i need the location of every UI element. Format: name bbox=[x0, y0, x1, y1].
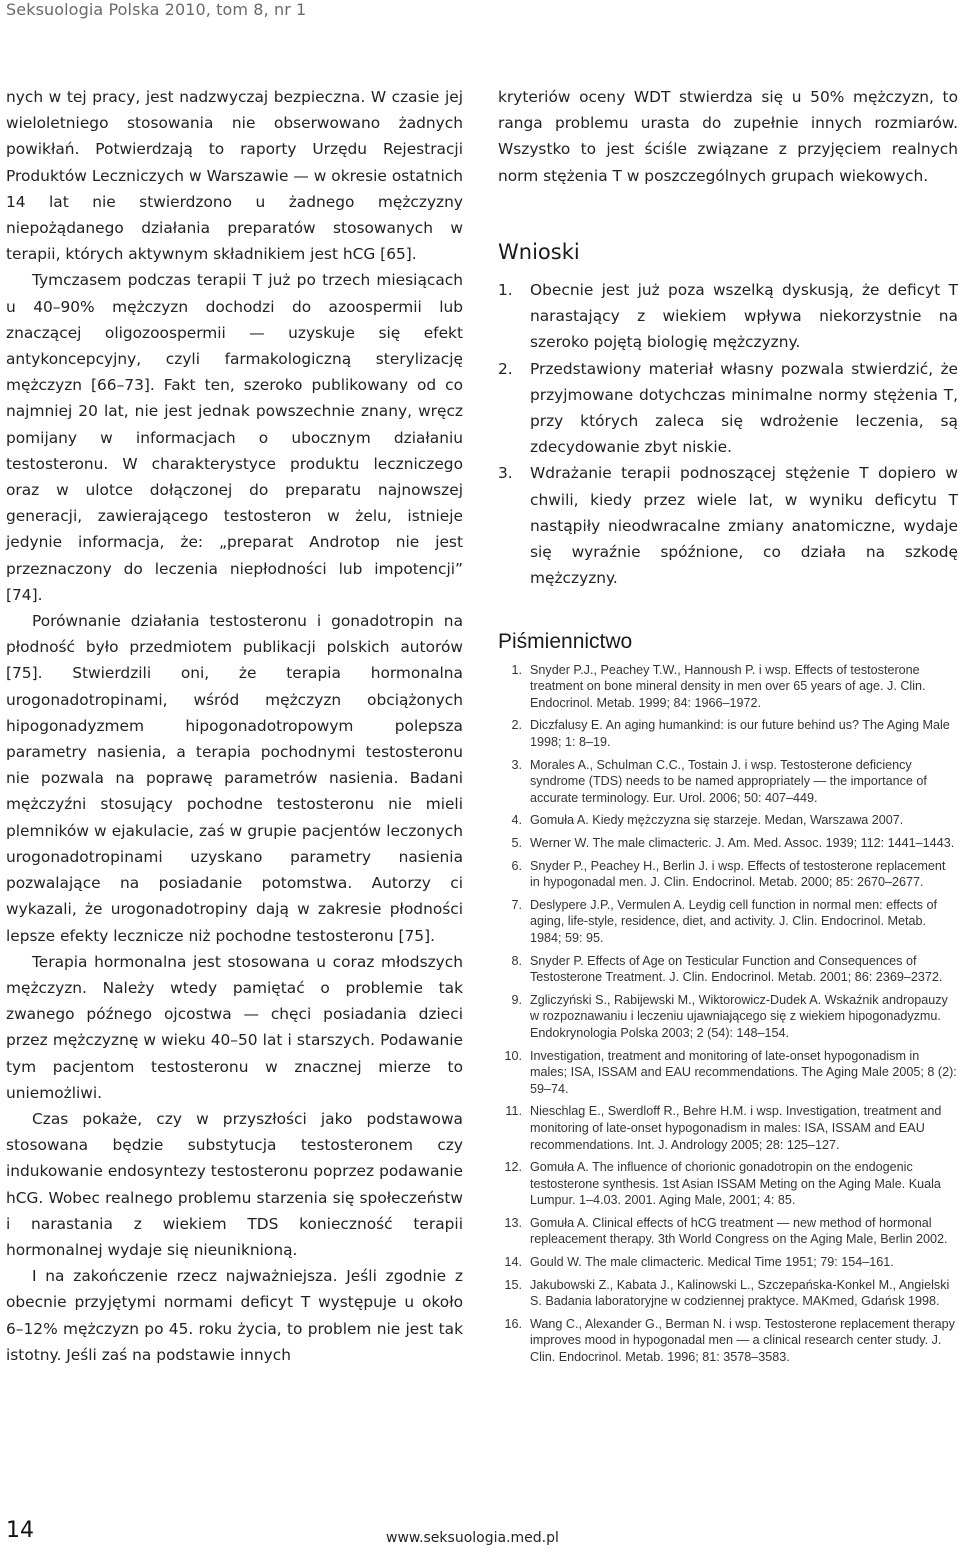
reference-text: Wang C., Alexander G., Berman N. i wsp. Testosterone replacement therapy improves mood in hypogonadal men — a clinical research center study. J. Clin. Endocrinol. Metab. 1996; 81: 3578–3583. bbox=[530, 1316, 955, 1365]
body-paragraph: Terapia hormonalna jest stosowana u coraz młodszych mężczyzn. Należy wtedy pamiętać o problemie tak zwanego późnego ojcostwa — chęci posiadania dzieci przez mężczyznę w wieku 40–50 lat i starszych. Podawanie tym pacjentom testosteronu w znacznej mierze to uniemożliwi. bbox=[6, 952, 463, 1102]
reference-text: Gomuła A. Kiedy mężczyzna się starzeje. Medan, Warszawa 2007. bbox=[530, 813, 904, 828]
reference-item bbox=[498, 812, 958, 829]
reference-number: 8. bbox=[511, 953, 522, 968]
conclusion-text: Obecnie jest już poza wszelką dyskusją, że deficyt T narastający z wiekiem wpływa niekorzystnie na szeroko pojętą biologię mężczyzny. bbox=[530, 281, 958, 352]
conclusion-number: 1. bbox=[498, 281, 513, 300]
reference-item bbox=[498, 858, 958, 891]
reference-text: Snyder P.J., Peachey T.W., Hannoush P. i wsp. Effects of testosterone treatment on bone mineral density in men over 65 years of age. J. Clin. Endocrinol. Metab. 1999; 84: 1966–1972. bbox=[530, 662, 926, 710]
reference-text: Gould W. The male climacteric. Medical Time 1951; 79: 154–161. bbox=[530, 1255, 894, 1270]
conclusion-number: 2. bbox=[498, 359, 513, 378]
reference-text: Jakubowski Z., Kabata J., Kalinowski L., Szczepańska-Konkel M., Angielski S. Badania laboratoryjne w codziennej praktyce. MAKmed, Gdańsk 1998. bbox=[530, 1277, 950, 1309]
reference-text: Gomuła A. The influence of chorionic gonadotropin on the endogenic testosterone synthesis. 1st Asian ISSAM Meting on the Aging Male. Kuala Lumpur. 1–4.03. 2001. Aging Male, 2001; 4: 85. bbox=[530, 1160, 941, 1208]
reference-number: 2. bbox=[511, 718, 522, 733]
conclusion-item bbox=[498, 277, 958, 356]
reference-item bbox=[498, 1215, 958, 1248]
body-paragraph: nych w tej pracy, jest nadzwyczaj bezpieczna. W czasie jej wieloletniego stosowania nie obserwowano żadnych powikłań. Potwierdzają to raporty Urzędu Rejestracji Produktów Leczniczych w Warszawie — w okresie ostatnich 14 lat nie stwierdzono u żadnego mężczyzny niepożądanego działania preparatów stosowanych w terapii, których aktywnym składnikiem jest hCG [65]. bbox=[6, 88, 463, 264]
reference-item bbox=[498, 1103, 958, 1153]
reference-number: 3. bbox=[511, 757, 522, 772]
reference-text: Diczfalusy E. An aging humankind: is our future behind us? The Aging Male 1998; 1: 8–19. bbox=[530, 718, 950, 750]
reference-number: 9. bbox=[511, 992, 522, 1007]
reference-item bbox=[498, 992, 958, 1042]
body-paragraph: Tymczasem podczas terapii T już po trzech miesiącach u 40–90% mężczyzn dochodzi do azoospermii lub znaczącej oligozoospermii — uzyskuje się efekt antykoncepcyjny, czyli farmakologiczną sterylizację mężczyzn [66–73]. Fakt ten, szeroko publikowany od co najmniej 20 lat, nie jest jednak powszechnie znany, wręcz pomijany w informacjach o ubocznym działaniu testosteronu. W charakterystyce produktu leczniczego oraz w ulotce dołączonej do preparatu najnowszej generacji, zawierającego testosteron w żelu, istnieje jedynie informacja, że: „preparat Androtop nie jest przeznaczony do leczenia niepłodności lub impotencji” [74]. bbox=[6, 271, 463, 604]
reference-text: Morales A., Schulman C.C., Tostain J. i wsp. Testosterone deficiency syndrome (TDS) needs to be named appropriately — the importance of accurate terminology. Eur. Urol. 2006; 50: 407–449. bbox=[530, 757, 927, 805]
reference-number: 15. bbox=[504, 1277, 522, 1292]
references-heading: Piśmiennictwo bbox=[498, 630, 633, 654]
reference-number: 14. bbox=[504, 1255, 522, 1270]
reference-text: Deslypere J.P., Vermulen A. Leydig cell function in normal men: effects of aging, life-style, residence, diet, and activity. J. Clin. Endocrinol. Metab. 1984; 59: 95. bbox=[530, 897, 937, 945]
reference-text: Snyder P. Effects of Age on Testicular Function and Consequences of Testosterone Treatment. J. Clin. Endocrinol. Metab. 2001; 86: 2369–2372. bbox=[530, 953, 943, 985]
journal-url: www.seksuologia.med.pl bbox=[386, 1530, 559, 1546]
reference-item bbox=[498, 953, 958, 986]
reference-number: 6. bbox=[511, 858, 522, 873]
body-paragraph: I na zakończenie rzecz najważniejsza. Jeśli zgodnie z obecnie przyjętymi normami deficyt T występuje u około 6–12% mężczyzn po 45. roku życia, to problem nie jest tak istotny. Jeśli zaś na podstawie innych bbox=[6, 1267, 463, 1364]
reference-item bbox=[498, 1048, 958, 1098]
reference-text: Zgliczyński S., Rabijewski M., Wiktorowicz-Dudek A. Wskaźnik andropauzy w rozpoznawaniu i leczeniu ujawniającego się z wiekiem hipogonadyzmu. Endokrynologia Polska 2003; 2 (54): 148–154. bbox=[530, 992, 948, 1040]
body-paragraph: Czas pokaże, czy w przyszłości jako podstawowa stosowana będzie substytucja testosteronem czy indukowanie endosyntezy testosteronu poprzez podawanie hCG. Wobec realnego problemu starzenia się społeczeństw i narastania z wiekiem TDS konieczność terapii hormonalnej wydaje się nieuniknioną. bbox=[6, 1109, 463, 1259]
conclusion-number: 3. bbox=[498, 464, 513, 483]
conclusion-item bbox=[498, 460, 958, 591]
reference-number: 4. bbox=[511, 813, 522, 828]
conclusion-text: Przedstawiony materiał własny pozwala stwierdzić, że przyjmowane dotychczas minimalne normy stężenia T, przy których zaleca się wdrożenie leczenia, są zdecydowanie zbyt niskie. bbox=[530, 359, 958, 457]
left-column bbox=[6, 84, 463, 1368]
journal-header: Seksuologia Polska 2010, tom 8, nr 1 bbox=[6, 0, 307, 19]
reference-item bbox=[498, 1254, 958, 1271]
conclusion-item bbox=[498, 356, 958, 461]
reference-item bbox=[498, 662, 958, 712]
conclusions-list bbox=[498, 277, 958, 591]
reference-number: 7. bbox=[511, 897, 522, 912]
reference-item bbox=[498, 757, 958, 807]
reference-item bbox=[498, 1316, 958, 1366]
conclusion-text: Wdrażanie terapii podnoszącej stężenie T dopiero w chwili, kiedy przez wiele lat, w wyniku deficytu T nastąpiły nieodwracalne zmiany anatomiczne, wydaje się wyraźnie spóźnione, co działa na szkodę mężczyzny. bbox=[530, 464, 958, 588]
reference-number: 12. bbox=[504, 1160, 522, 1175]
reference-text: Investigation, treatment and monitoring of late-onset hypogonadism in males; ISA, ISSAM and EAU recommendations. The Aging Male 2005; 8 (2): 59–74. bbox=[530, 1048, 957, 1096]
reference-number: 10. bbox=[504, 1048, 522, 1063]
reference-text: Snyder P., Peachey H., Berlin J. i wsp. Effects of testosterone replacement in hypogonadal men. J. Clin. Endocrinol. Metab. 2000; 85: 2670–2677. bbox=[530, 858, 946, 890]
body-paragraph: kryteriów oceny WDT stwierdza się u 50% mężczyzn, to ranga problemu urasta do zupełnie innych rozmiarów. Wszystko to jest ściśle związane z przyjęciem realnych norm stężenia T w poszczególnych grupach wiekowych. bbox=[498, 88, 958, 185]
reference-text: Gomuła A. Clinical effects of hCG treatment — new method of hormonal repleacement therapy. 3th World Congress on the Aging Male, Berlin 2002. bbox=[530, 1215, 948, 1247]
reference-item bbox=[498, 897, 958, 947]
reference-item bbox=[498, 717, 958, 750]
reference-item bbox=[498, 1277, 958, 1310]
reference-item bbox=[498, 1159, 958, 1209]
body-paragraph: Porównanie działania testosteronu i gonadotropin na płodność było przedmiotem publikacji polskich autorów [75]. Stwierdzili oni, że terapia hormonalna urogonadotropinami, wśród mężczyzn obciążonych hipogonadyzmem hipogonadotropowym polepsza parametry nasienia, a terapia pochodnymi testosteronu nie pozwala na poprawę parametrów nasienia. Badani mężczyźni stosujący pochodne testosteronu nie mieli plemników w ejakulacie, zaś w grupie pacjentów leczonych urogonadotropinami uzyskano parametry nasienia pozwalające na posiadanie potomstwa. Autorzy ci wykazali, że urogonadotropiny dają w zakresie płodności lepsze efekty lecznicze niż pochodne testosteronu [75]. bbox=[6, 612, 463, 945]
reference-item bbox=[498, 835, 958, 852]
conclusions-heading: Wnioski bbox=[498, 239, 580, 264]
reference-number: 16. bbox=[504, 1316, 522, 1331]
reference-text: Werner W. The male climacteric. J. Am. Med. Assoc. 1939; 112: 1441–1443. bbox=[530, 836, 955, 850]
reference-number: 11. bbox=[505, 1104, 522, 1119]
reference-number: 13. bbox=[504, 1215, 522, 1230]
right-column bbox=[498, 84, 958, 1372]
reference-number: 1. bbox=[511, 662, 522, 677]
references-list bbox=[498, 662, 958, 1366]
page-number: 14 bbox=[6, 1518, 34, 1543]
reference-number: 5. bbox=[511, 836, 522, 850]
reference-text: Nieschlag E., Swerdloff R., Behre H.M. i wsp. Investigation, treatment and monitoring of late-onset hypogonadism in males: ISA, ISSAM and EAU recommendations. Int. J. Andrology 2005; 28: 125–127. bbox=[530, 1104, 942, 1152]
